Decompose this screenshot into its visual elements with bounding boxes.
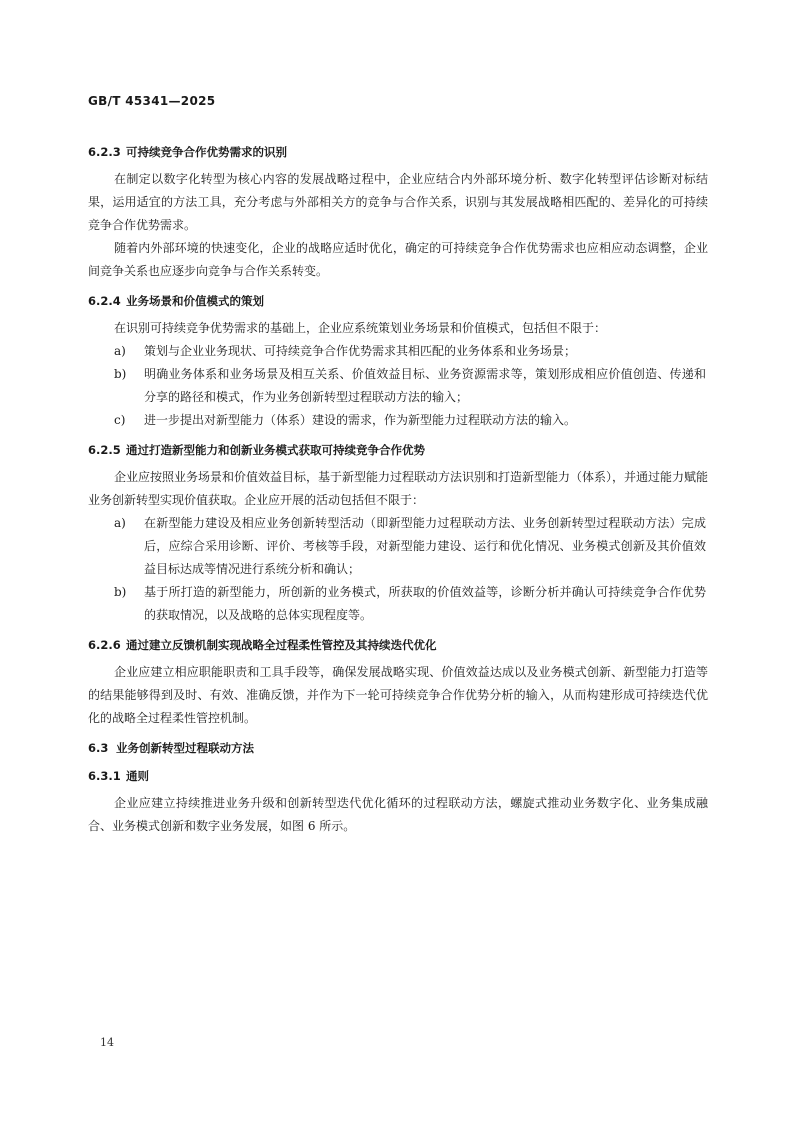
section-6-2-4 [88,291,708,432]
list-marker: b) [114,585,127,599]
item-list [88,340,708,432]
section-heading [88,635,708,655]
list-item [88,581,708,627]
list-item [88,512,708,581]
section-title: 通过打造新型能力和创新业务模式获取可持续竞争合作优势 [126,443,425,457]
section-6-2-6 [88,635,708,730]
paragraph: 企业应建立相应职能职责和工具手段等，确保发展战略实现、价值效益达成以及业务模式创新、新型能力打造等的结果能够得到及时、有效、准确反馈，并作为下一轮可持续竞争合作优势分析的输入，从而构建形成可持续迭代优化的战略全过程柔性管控机制。 [88,665,708,725]
section-number: 6.2.4 [88,294,121,308]
section-title: 可持续竞争合作优势需求的识别 [126,145,287,159]
section-heading [88,738,708,758]
section-6-3-1 [88,766,708,838]
list-item-text: 在新型能力建设及相应业务创新转型活动（即新型能力过程联动方法、业务创新转型过程联动方法）完成后，应综合采用诊断、评价、考核等手段，对新型能力建设、运行和优化情况、业务模式创新及其价值效益目标达成等情况进行系统分析和确认； [144,516,706,576]
section-heading [88,766,708,786]
standard-code: GB/T 45341—2025 [88,94,216,108]
section-number: 6.2.3 [88,145,121,159]
section-6-2-5 [88,440,708,627]
list-marker: a) [114,344,126,358]
list-marker: a) [114,516,126,530]
section-number: 6.2.5 [88,443,121,457]
paragraph: 企业应按照业务场景和价值效益目标，基于新型能力过程联动方法识别和打造新型能力（体系），并通过能力赋能业务创新转型实现价值获取。企业应开展的活动包括但不限于： [88,470,709,507]
section-heading [88,291,708,311]
item-list [88,512,708,627]
list-item-text: 基于所打造的新型能力，所创新的业务模式，所获取的价值效益等，诊断分析并确认可持续竞争合作优势的获取情况，以及战略的总体实现程度等。 [144,585,706,622]
page-number: 14 [100,1036,114,1049]
list-item [88,363,708,409]
list-marker: c) [114,413,126,427]
paragraph: 随着内外部环境的快速变化，企业的战略应适时优化，确定的可持续竞争合作优势需求也应相应动态调整，企业间竞争关系也应逐步向竞争与合作关系转变。 [88,241,708,278]
list-item-text: 明确业务体系和业务场景及相互关系、价值效益目标、业务资源需求等，策划形成相应价值创造、传递和分享的路径和模式，作为业务创新转型过程联动方法的输入； [144,367,706,404]
list-item [88,340,708,363]
list-item-text: 进一步提出对新型能力（体系）建设的需求，作为新型能力过程联动方法的输入。 [144,413,577,427]
section-title: 通则 [126,769,149,783]
document-body [88,142,708,846]
paragraph: 在识别可持续竞争优势需求的基础上，企业应系统策划业务场景和价值模式，包括但不限于： [114,321,607,335]
list-item [88,409,708,432]
section-title: 通过建立反馈机制实现战略全过程柔性管控及其持续迭代优化 [126,638,437,652]
section-heading [88,142,708,162]
section-title: 业务场景和价值模式的策划 [126,294,264,308]
section-heading [88,440,708,460]
section-title: 业务创新转型过程联动方法 [116,741,254,755]
section-6-2-3 [88,142,708,283]
list-item-text: 策划与企业业务现状、可持续竞争合作优势需求其相匹配的业务体系和业务场景； [144,344,577,358]
section-number: 6.3 [88,741,109,755]
section-6-3 [88,738,708,758]
list-marker: b) [114,367,127,381]
paragraph: 在制定以数字化转型为核心内容的发展战略过程中，企业应结合内外部环境分析、数字化转型评估诊断对标结果，运用适宜的方法工具，充分考虑与外部相关方的竞争与合作关系，识别与其发展战略相匹配的、差异化的可持续竞争合作优势需求。 [88,172,708,232]
paragraph: 企业应建立持续推进业务升级和创新转型迭代优化循环的过程联动方法，螺旋式推动业务数字化、业务集成融合、业务模式创新和数字业务发展，如图 6 所示。 [88,796,708,833]
section-number: 6.2.6 [88,638,121,652]
section-number: 6.3.1 [88,769,121,783]
